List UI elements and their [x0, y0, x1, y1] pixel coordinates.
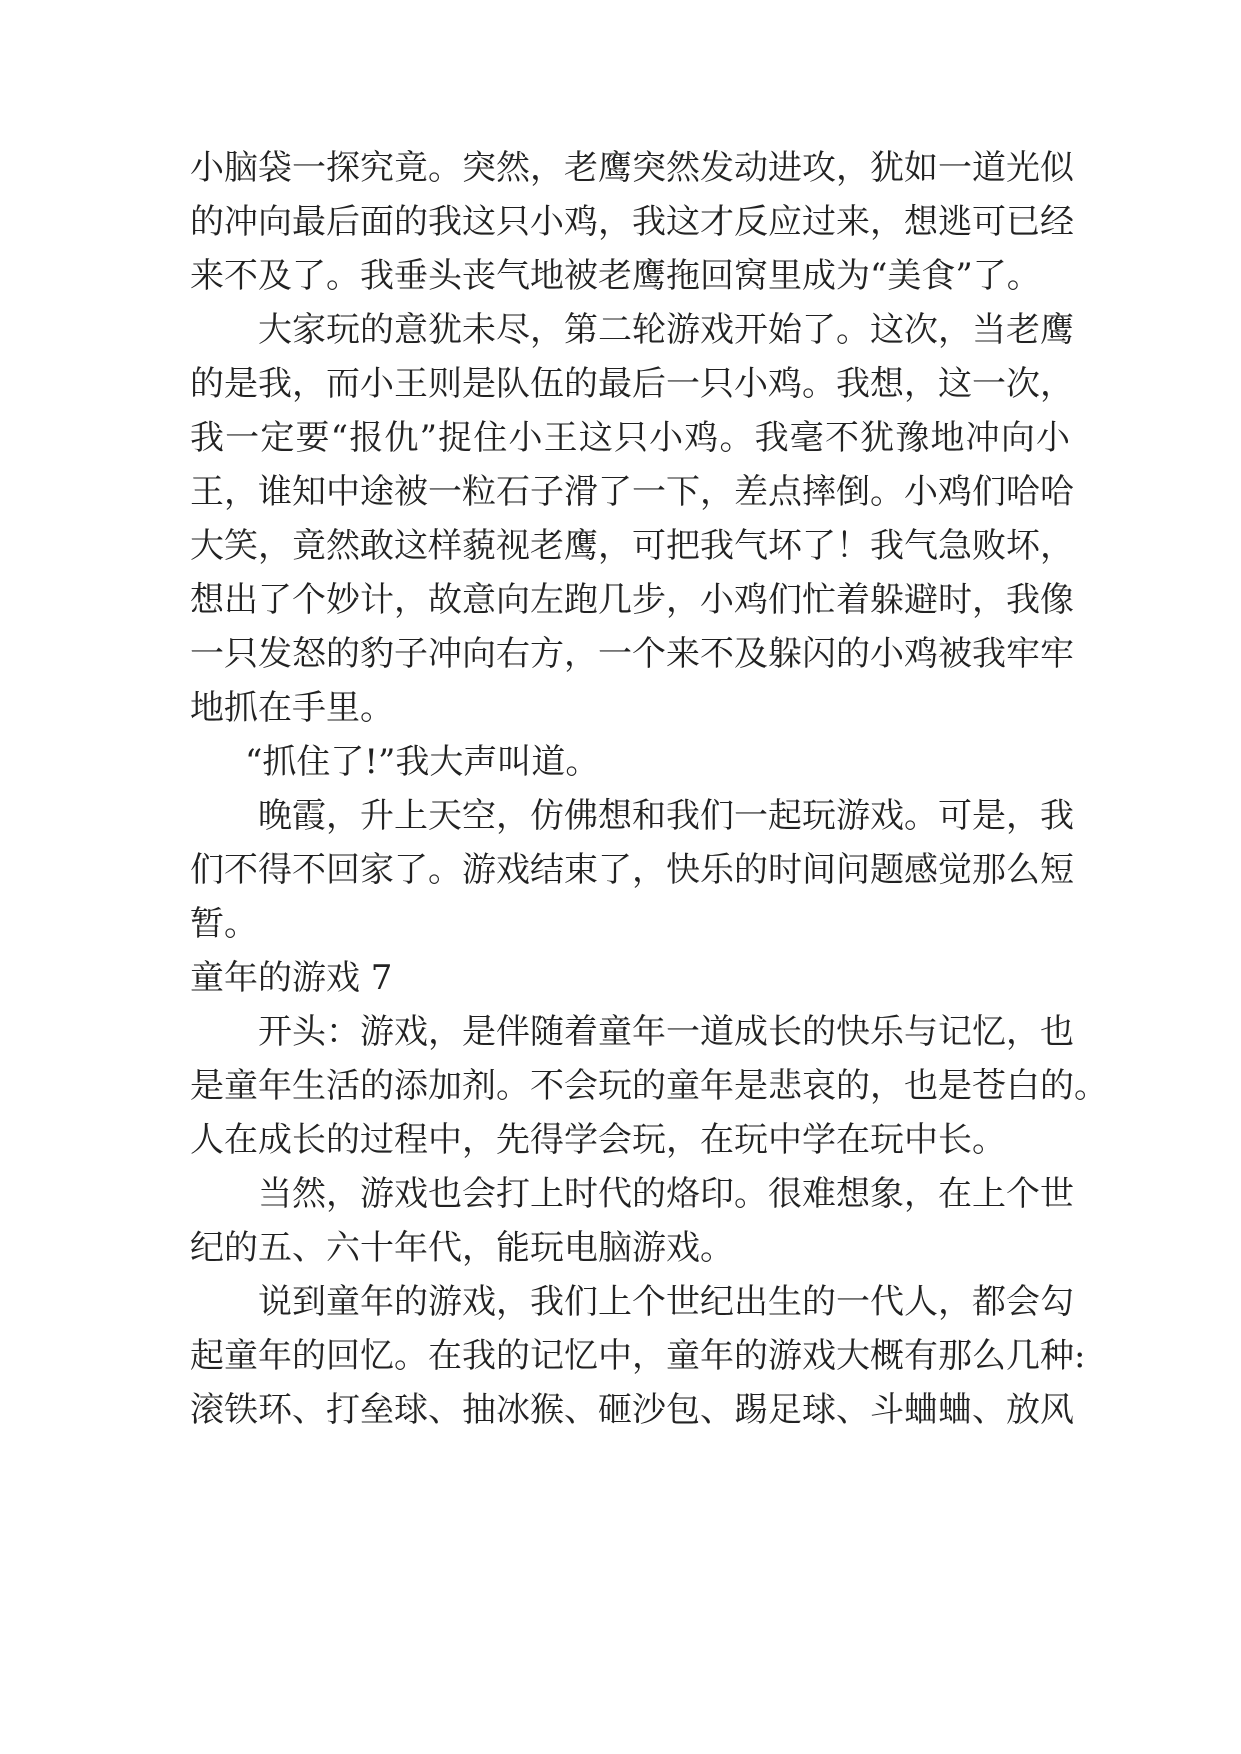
paragraph-line: 晚霞，升上天空，仿佛想和我们一起玩游戏。可是，我 — [258, 796, 1074, 836]
paragraph-line: 开头：游戏，是伴随着童年一道成长的快乐与记忆，也 — [258, 1012, 1074, 1052]
paragraph-line: 的冲向最后面的我这只小鸡，我这才反应过来，想逃可已经 — [190, 202, 1074, 242]
paragraph-line: 起童年的回忆。在我的记忆中，童年的游戏大概有那么几种: — [190, 1336, 1086, 1376]
paragraph-line: 王，谁知中途被一粒石子滑了一下，差点摔倒。小鸡们哈哈 — [190, 472, 1074, 512]
paragraph-line: 的是我，而小王则是队伍的最后一只小鸡。我想，这一次， — [190, 364, 1074, 404]
paragraph-line: 滚铁环、打垒球、抽冰猴、砸沙包、踢足球、斗蛐蛐、放风 — [190, 1390, 1074, 1430]
paragraph-line: 们不得不回家了。游戏结束了，快乐的时间问题感觉那么短 — [190, 850, 1074, 890]
paragraph-line: 来不及了。我垂头丧气地被老鹰拖回窝里成为“美食”了。 — [190, 256, 1041, 296]
paragraph-line: 人在成长的过程中，先得学会玩，在玩中学在玩中长。 — [190, 1120, 1006, 1160]
paragraph-line: 我一定要“报仇”捉住小王这只小鸡。我毫不犹豫地冲向小 — [190, 418, 1070, 458]
paragraph-line: 一只发怒的豹子冲向右方，一个来不及躲闪的小鸡被我牢牢 — [190, 634, 1074, 674]
section-heading: 童年的游戏 7 — [190, 958, 393, 998]
paragraph-line: 大笑，竟然敢这样藐视老鹰，可把我气坏了！我气急败坏， — [190, 526, 1074, 566]
quote-line: “抓住了!”我大声叫道。 — [245, 742, 600, 782]
paragraph-line: 当然，游戏也会打上时代的烙印。很难想象，在上个世 — [258, 1174, 1074, 1214]
paragraph-line: 暂。 — [190, 904, 258, 944]
paragraph-line: 说到童年的游戏，我们上个世纪出生的一代人，都会勾 — [258, 1282, 1074, 1322]
paragraph-line: 纪的五、六十年代，能玩电脑游戏。 — [190, 1228, 734, 1268]
paragraph-line: 小脑袋一探究竟。突然，老鹰突然发动进攻，犹如一道光似 — [190, 148, 1074, 188]
paragraph-line: 大家玩的意犹未尽，第二轮游戏开始了。这次，当老鹰 — [258, 310, 1074, 350]
paragraph-line: 地抓在手里。 — [190, 688, 394, 728]
paragraph-line: 是童年生活的添加剂。不会玩的童年是悲哀的，也是苍白的。 — [190, 1066, 1108, 1106]
paragraph-line: 想出了个妙计，故意向左跑几步，小鸡们忙着躲避时，我像 — [190, 580, 1074, 620]
